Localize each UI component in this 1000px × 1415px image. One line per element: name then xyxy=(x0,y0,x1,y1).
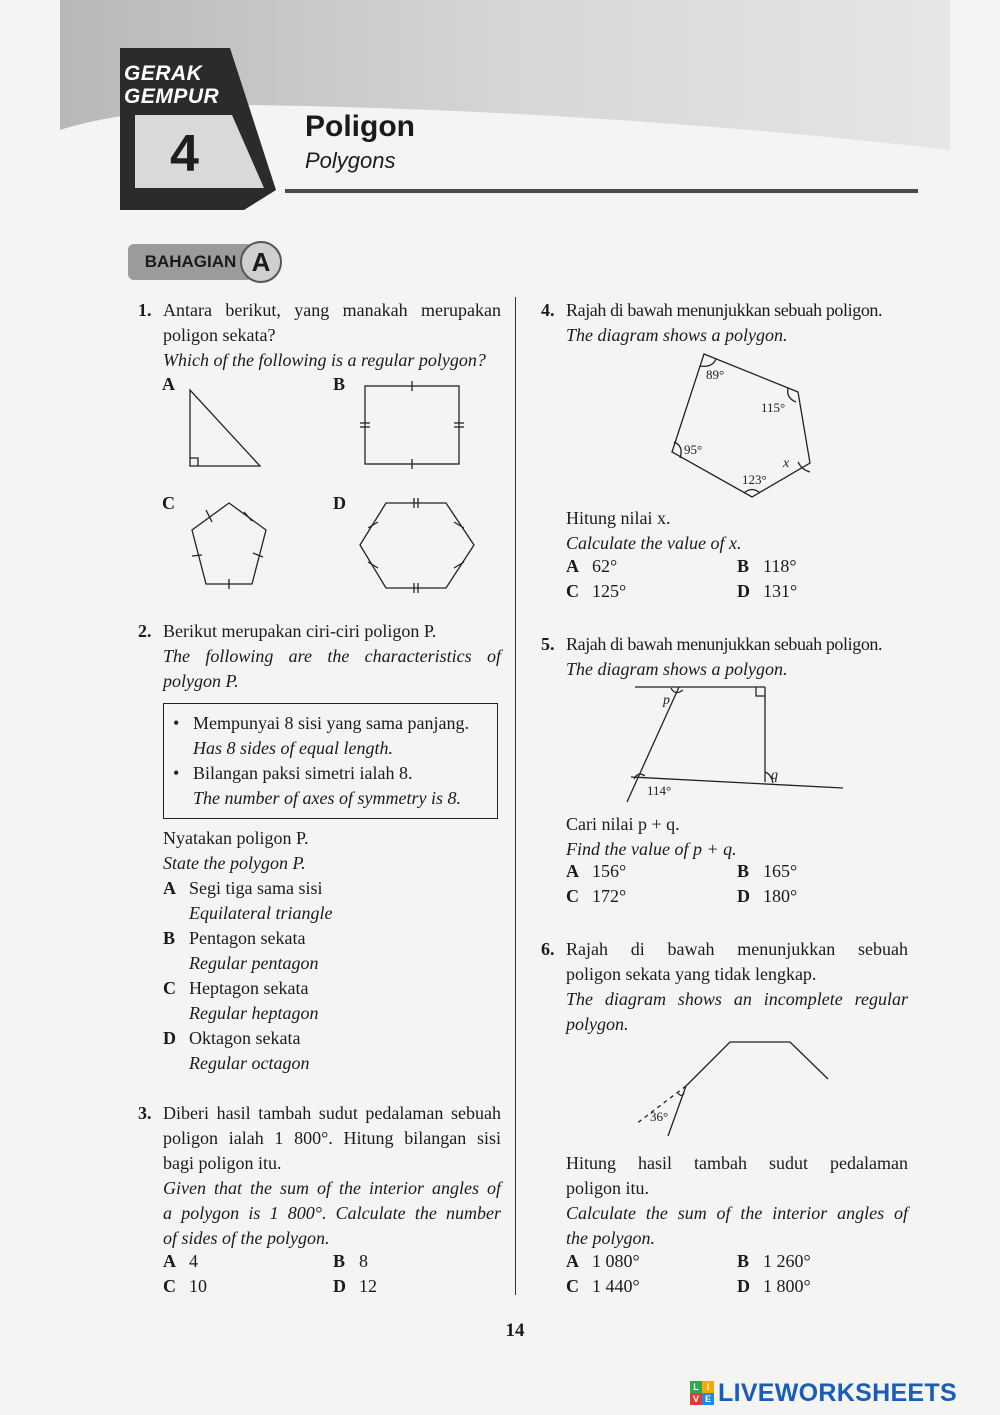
angle-label-36: 36° xyxy=(650,1109,669,1124)
section-letter: A xyxy=(240,241,282,283)
angle-label-p: p xyxy=(663,693,670,708)
option-label-a: A xyxy=(162,374,175,394)
q4-option-b[interactable] xyxy=(737,556,797,577)
option-label-c: C xyxy=(162,493,175,513)
question-text: poligon sekata? xyxy=(163,325,276,345)
question-text: poligon ialah 1 800°. Hitung bilangan sisi xyxy=(163,1128,501,1148)
option-letter: A xyxy=(566,861,579,881)
question-text: Hitung nilai x. xyxy=(566,508,671,528)
question-text-en: Which of the following is a regular polygon? xyxy=(163,350,486,370)
question-2 xyxy=(138,619,503,1079)
option-value: 131° xyxy=(763,581,798,601)
angle-label: 123° xyxy=(742,472,767,487)
badge-line-gempur: GEMPUR xyxy=(124,85,220,108)
bullet: • xyxy=(173,713,180,733)
option-label-b: B xyxy=(333,374,346,394)
question-text: Rajah di bawah menunjukkan sebuah xyxy=(566,939,908,959)
q5-polygon-diagram xyxy=(615,682,850,807)
question-text: Rajah di bawah menunjukkan sebuah poligon. xyxy=(566,634,883,654)
angle-label: x xyxy=(783,456,790,471)
badge-line-gerak: GERAK xyxy=(124,62,203,85)
q4-option-d[interactable] xyxy=(737,581,797,602)
question-text-en: the polygon. xyxy=(566,1228,655,1248)
q4-option-a[interactable] xyxy=(566,556,617,577)
question-text: bagi poligon itu. xyxy=(163,1153,282,1173)
option-value: 10 xyxy=(189,1276,207,1296)
q6-option-a[interactable] xyxy=(566,1251,640,1272)
q4-ask xyxy=(566,506,906,556)
question-text: Cari nilai p + q. xyxy=(566,814,680,834)
q6-option-c[interactable] xyxy=(566,1276,640,1297)
q3-option-b[interactable] xyxy=(333,1251,368,1272)
logo-tile: L xyxy=(690,1381,702,1393)
liveworksheets-wordmark: LIVEWORKSHEETS xyxy=(718,1379,957,1407)
question-text-en: State the polygon P. xyxy=(163,853,306,873)
q3-option-a[interactable] xyxy=(163,1251,198,1272)
option-value: 180° xyxy=(763,886,798,906)
question-text-en: The diagram shows a polygon. xyxy=(566,325,788,345)
q3-option-c[interactable] xyxy=(163,1276,207,1297)
question-text-en: The diagram shows a polygon. xyxy=(566,659,788,679)
chapter-subtitle: Polygons xyxy=(305,148,396,173)
option-text: Segi tiga sama sisi xyxy=(189,878,323,898)
logo-tile: I xyxy=(702,1381,714,1393)
q5-option-d[interactable] xyxy=(737,886,797,907)
question-text-en: Calculate the value of x. xyxy=(566,533,742,553)
question-text-en: The following are the characteristics of xyxy=(163,646,501,666)
characteristic-text: Mempunyai 8 sisi yang sama panjang. xyxy=(193,713,469,733)
question-text: Berikut merupakan ciri-ciri poligon P. xyxy=(163,621,437,641)
option-label-d: D xyxy=(333,493,346,513)
option-value: 1 440° xyxy=(592,1276,640,1296)
question-text: Antara berikut, yang manakah merupakan xyxy=(163,300,501,320)
angle-label: 115° xyxy=(761,400,786,415)
option-letter: C xyxy=(163,1276,176,1296)
option-letter: B xyxy=(737,1251,750,1271)
q1-shapes xyxy=(0,0,520,610)
question-number: 4. xyxy=(541,300,555,320)
q4-polygon-diagram xyxy=(660,350,820,505)
question-number: 6. xyxy=(541,939,555,959)
question-text: Hitung hasil tambah sudut pedalaman xyxy=(566,1153,908,1173)
question-text-en: polygon. xyxy=(566,1014,629,1034)
question-text-en: polygon P. xyxy=(163,671,239,691)
characteristics-box xyxy=(163,703,498,819)
section-label-text: BAHAGIAN xyxy=(128,244,253,280)
q6-option-d[interactable] xyxy=(737,1276,811,1297)
question-text-en: Given that the sum of the interior angles of xyxy=(163,1178,501,1198)
option-value: 118° xyxy=(763,556,797,576)
option-letter: B xyxy=(737,861,750,881)
option-text: Oktagon sekata xyxy=(189,1028,301,1048)
bullet: • xyxy=(173,763,180,783)
q5-option-b[interactable] xyxy=(737,861,797,882)
option-letter: A xyxy=(566,556,579,576)
q6-ask xyxy=(566,1151,908,1251)
q6-option-b[interactable] xyxy=(737,1251,811,1272)
question-number: 5. xyxy=(541,634,555,654)
option-text-en: Regular octagon xyxy=(189,1053,310,1073)
question-text: poligon sekata yang tidak lengkap. xyxy=(566,964,817,984)
question-text: Nyatakan poligon P. xyxy=(163,828,309,848)
question-text-en: Find the value of p + q. xyxy=(566,839,737,859)
question-text: Rajah di bawah menunjukkan sebuah poligon. xyxy=(566,300,883,320)
option-value: 12 xyxy=(359,1276,377,1296)
angle-label-114: 114° xyxy=(647,783,672,798)
option-letter: B xyxy=(163,928,176,948)
hexagon-shape xyxy=(360,498,474,593)
question-text-en: of sides of the polygon. xyxy=(163,1228,330,1248)
question-number: 3. xyxy=(138,1103,152,1123)
option-letter: A xyxy=(566,1251,579,1271)
option-letter: A xyxy=(163,1251,176,1271)
option-value: 4 xyxy=(189,1251,198,1271)
page-number: 14 xyxy=(505,1320,525,1341)
liveworksheets-logo[interactable] xyxy=(690,1378,990,1408)
liveworksheets-logo-icon xyxy=(690,1381,714,1405)
q3-option-d[interactable] xyxy=(333,1276,377,1297)
option-letter: A xyxy=(163,878,176,898)
option-text-en: Regular pentagon xyxy=(189,953,319,973)
option-letter: B xyxy=(737,556,750,576)
option-value: 156° xyxy=(592,861,627,881)
rectangle-shape xyxy=(360,381,464,469)
option-value: 165° xyxy=(763,861,798,881)
option-value: 125° xyxy=(592,581,627,601)
right-triangle-shape xyxy=(190,390,260,466)
angle-label-q: q xyxy=(771,768,778,783)
chapter-title: Poligon xyxy=(305,110,415,143)
option-value: 8 xyxy=(359,1251,368,1271)
angle-label: 89° xyxy=(706,367,725,382)
option-value: 1 080° xyxy=(592,1251,640,1271)
option-value: 1 800° xyxy=(763,1276,811,1296)
option-value: 172° xyxy=(592,886,627,906)
option-value: 62° xyxy=(592,556,618,576)
characteristic-text-en: The number of axes of symmetry is 8. xyxy=(193,788,461,808)
chapter-number: 4 xyxy=(170,125,199,183)
q5-option-c[interactable] xyxy=(566,886,626,907)
question-number: 2. xyxy=(138,621,152,641)
option-letter: D xyxy=(737,581,750,601)
option-text-en: Equilateral triangle xyxy=(189,903,333,923)
option-letter: D xyxy=(737,886,750,906)
option-letter: D xyxy=(163,1028,176,1048)
option-letter: C xyxy=(163,978,176,998)
option-text: Heptagon sekata xyxy=(189,978,309,998)
option-letter: C xyxy=(566,886,579,906)
q5-ask xyxy=(566,812,906,862)
option-text-en: Regular heptagon xyxy=(189,1003,319,1023)
option-letter: B xyxy=(333,1251,346,1271)
question-text-en: a polygon is 1 800°. Calculate the number xyxy=(163,1203,501,1223)
question-text-en: The diagram shows an incomplete regular xyxy=(566,989,908,1009)
q6-incomplete-polygon-diagram xyxy=(630,1036,835,1141)
characteristic-text: Bilangan paksi simetri ialah 8. xyxy=(193,763,413,783)
option-text: Pentagon sekata xyxy=(189,928,306,948)
option-letter: D xyxy=(333,1276,346,1296)
option-letter: C xyxy=(566,1276,579,1296)
logo-tile: E xyxy=(702,1393,714,1405)
question-text: poligon itu. xyxy=(566,1178,650,1198)
question-text-en: Calculate the sum of the interior angles of xyxy=(566,1203,908,1223)
option-letter: C xyxy=(566,581,579,601)
option-letter: D xyxy=(737,1276,750,1296)
pentagon-shape xyxy=(192,503,266,589)
q4-option-c[interactable] xyxy=(566,581,626,602)
question-text: Diberi hasil tambah sudut pedalaman sebuah xyxy=(163,1103,501,1123)
angle-label: 95° xyxy=(684,442,703,457)
q5-option-a[interactable] xyxy=(566,861,626,882)
question-number: 1. xyxy=(138,300,152,320)
characteristic-text-en: Has 8 sides of equal length. xyxy=(193,738,393,758)
logo-tile: V xyxy=(690,1393,702,1405)
option-value: 1 260° xyxy=(763,1251,811,1271)
